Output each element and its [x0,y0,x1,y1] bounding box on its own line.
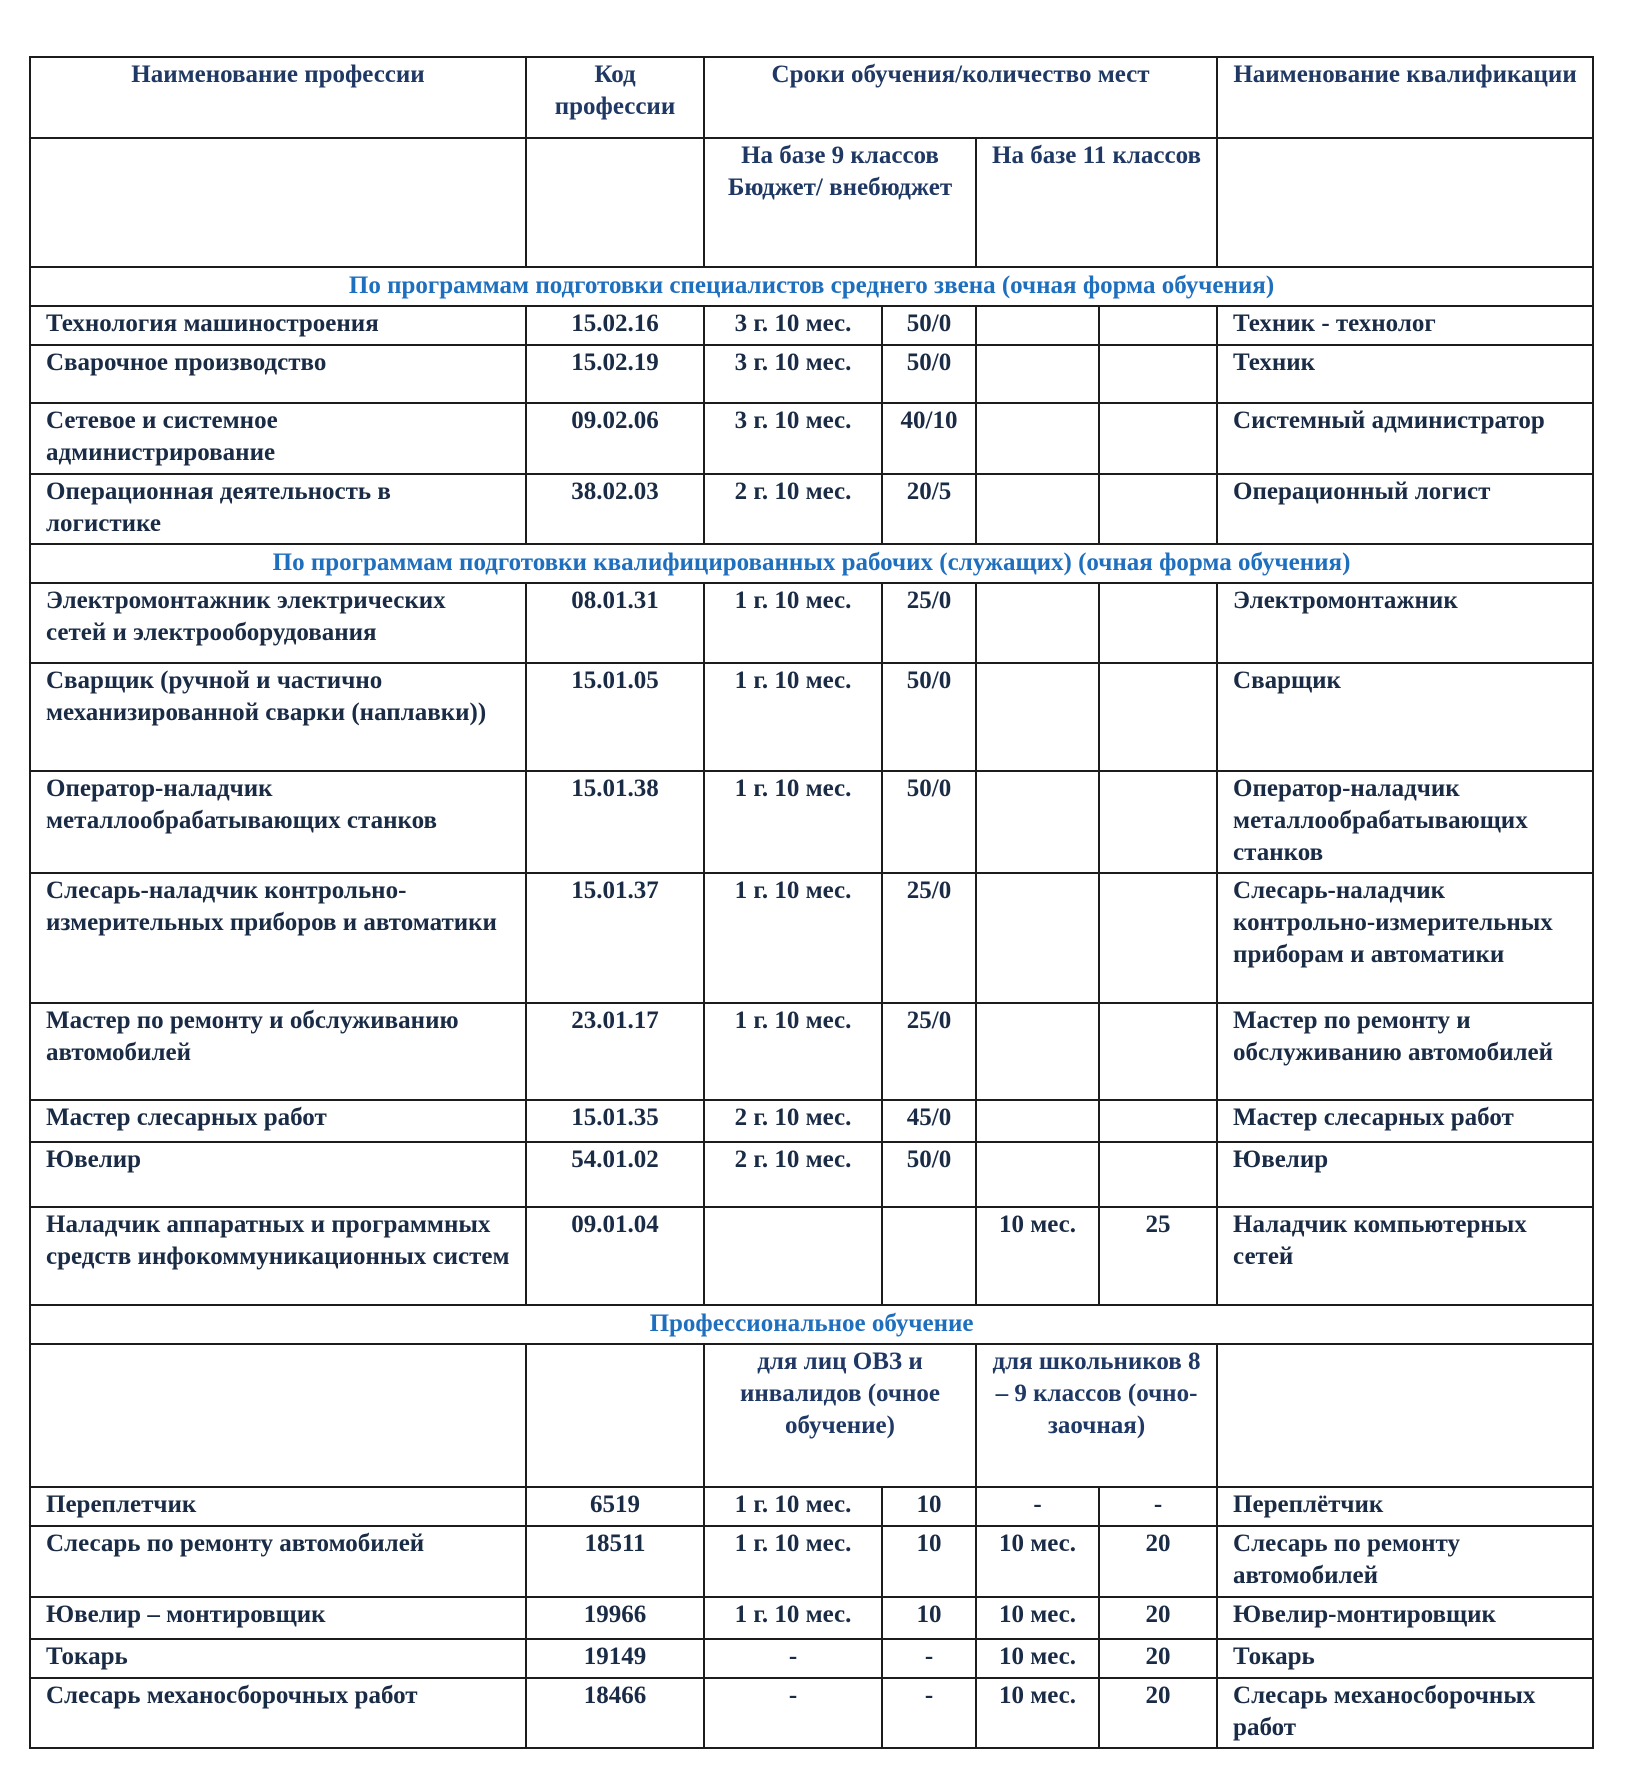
term-a: 1 г. 10 мес. [704,583,882,663]
qualification-name: Ювелир-монтировщик [1217,1597,1593,1639]
qualification-name: Операционный логист [1217,474,1593,544]
seats-a: 50/0 [882,1142,976,1207]
subheader-ovz: для лиц ОВЗ и инвалидов (очное обучение) [704,1344,976,1487]
seats-a: 25/0 [882,1003,976,1100]
seats-b [1099,583,1217,663]
seats-a: 25/0 [882,583,976,663]
profession-name: Слесарь механосборочных работ [30,1678,526,1748]
header-name: Наименование профессии [30,57,526,138]
profession-name: Ювелир [30,1142,526,1207]
term-a: - [704,1639,882,1678]
term-b: 10 мес. [976,1526,1099,1597]
seats-a: 50/0 [882,663,976,771]
section-title-row [30,267,1593,306]
header-code: Код профессии [526,57,704,138]
profession-name: Оператор-наладчик металлообрабатывающих станков [30,771,526,873]
seats-a: 40/10 [882,403,976,474]
seats-a: 50/0 [882,345,976,403]
term-b [976,583,1099,663]
table-row [30,1487,1593,1526]
qualification-name: Мастер по ремонту и обслуживанию автомобилей [1217,1003,1593,1100]
term-b [976,1142,1099,1207]
table-row [30,1207,1593,1305]
seats-b [1099,345,1217,403]
subheader-empty [1217,1344,1593,1487]
seats-a: 50/0 [882,306,976,345]
subheader-empty [30,1344,526,1487]
seats-a: 10 [882,1487,976,1526]
profession-name: Сварщик (ручной и частично механизированной сварки (наплавки)) [30,663,526,771]
term-b [976,771,1099,873]
seats-a: 20/5 [882,474,976,544]
seats-a: 25/0 [882,873,976,1003]
subheader-empty [30,138,526,267]
term-a: 3 г. 10 мес. [704,403,882,474]
table-row [30,474,1593,544]
seats-b [1099,474,1217,544]
term-b [976,1003,1099,1100]
seats-a [882,1207,976,1305]
profession-name: Токарь [30,1639,526,1678]
qualification-name: Мастер слесарных работ [1217,1100,1593,1142]
profession-code: 54.01.02 [526,1142,704,1207]
term-a [704,1207,882,1305]
qualification-name: Оператор-наладчик металлообрабатывающих станков [1217,771,1593,873]
seats-a: - [882,1678,976,1748]
header-row [30,57,1593,138]
term-a: 1 г. 10 мес. [704,771,882,873]
qualification-name: Слесарь-наладчик контрольно-измерительных приборам и автоматики [1217,873,1593,1003]
term-b: 10 мес. [976,1207,1099,1305]
profession-code: 15.01.05 [526,663,704,771]
profession-code: 18466 [526,1678,704,1748]
term-a: 1 г. 10 мес. [704,1526,882,1597]
qualification-name: Техник - технолог [1217,306,1593,345]
term-b: 10 мес. [976,1597,1099,1639]
profession-code: 19966 [526,1597,704,1639]
term-b [976,403,1099,474]
profession-code: 6519 [526,1487,704,1526]
qualification-name: Токарь [1217,1639,1593,1678]
term-a: 1 г. 10 мес. [704,873,882,1003]
profession-code: 15.01.37 [526,873,704,1003]
seats-b [1099,306,1217,345]
seats-a: 10 [882,1597,976,1639]
term-a: 2 г. 10 мес. [704,1142,882,1207]
programs-table [29,56,1594,1749]
seats-b: 20 [1099,1526,1217,1597]
table-row [30,306,1593,345]
term-b [976,873,1099,1003]
seats-b [1099,1003,1217,1100]
seats-b: - [1099,1487,1217,1526]
term-a: 1 г. 10 мес. [704,1003,882,1100]
section-title: По программам подготовки специалистов среднего звена (очная форма обучения) [30,267,1593,306]
section-title: Профессиональное обучение [30,1305,1593,1344]
profession-name: Операционная деятельность в логистике [30,474,526,544]
term-a: 2 г. 10 мес. [704,1100,882,1142]
seats-b [1099,873,1217,1003]
header-base11: На базе 11 классов [976,138,1217,267]
seats-a: 50/0 [882,771,976,873]
qualification-name: Техник [1217,345,1593,403]
term-a: 2 г. 10 мес. [704,474,882,544]
profession-name: Слесарь по ремонту автомобилей [30,1526,526,1597]
table-row [30,1678,1593,1748]
seats-b: 25 [1099,1207,1217,1305]
profession-code: 15.01.38 [526,771,704,873]
term-a: 1 г. 10 мес. [704,1487,882,1526]
seats-a: 45/0 [882,1100,976,1142]
table-row [30,873,1593,1003]
profession-name: Технология машиностроения [30,306,526,345]
subheader-empty [526,138,704,267]
table-row [30,1003,1593,1100]
seats-b: 20 [1099,1639,1217,1678]
table-row [30,663,1593,771]
table-row [30,1639,1593,1678]
qualification-name: Слесарь по ремонту автомобилей [1217,1526,1593,1597]
profession-name: Наладчик аппаратных и программных средств инфокоммуникационных систем [30,1207,526,1305]
header-qualification: Наименование квалификации [1217,57,1593,138]
section-title-row [30,1305,1593,1344]
table-row [30,1526,1593,1597]
subheader-empty [1217,138,1593,267]
section-title: По программам подготовки квалифицированных рабочих (служащих) (очная форма обучения) [30,544,1593,583]
profession-code: 19149 [526,1639,704,1678]
qualification-name: Наладчик компьютерных сетей [1217,1207,1593,1305]
table-row [30,345,1593,403]
term-b [976,345,1099,403]
seats-b: 20 [1099,1597,1217,1639]
term-a: - [704,1678,882,1748]
term-b [976,1100,1099,1142]
profession-code: 18511 [526,1526,704,1597]
profession-code: 15.02.16 [526,306,704,345]
profession-name: Ювелир – монтировщик [30,1597,526,1639]
term-a: 1 г. 10 мес. [704,663,882,771]
term-b: 10 мес. [976,1678,1099,1748]
table-row [30,771,1593,873]
qualification-name: Переплётчик [1217,1487,1593,1526]
term-b [976,474,1099,544]
seats-a: 10 [882,1526,976,1597]
subheader-row [30,138,1593,267]
table-row [30,1100,1593,1142]
header-base9: На базе 9 классов Бюджет/ внебюджет [704,138,976,267]
seats-b [1099,1100,1217,1142]
profession-name: Мастер слесарных работ [30,1100,526,1142]
table-row [30,583,1593,663]
term-b: - [976,1487,1099,1526]
term-b [976,663,1099,771]
profession-code: 15.01.35 [526,1100,704,1142]
profession-code: 38.02.03 [526,474,704,544]
seats-b [1099,403,1217,474]
qualification-name: Электромонтажник [1217,583,1593,663]
qualification-name: Системный администратор [1217,403,1593,474]
profession-code: 23.01.17 [526,1003,704,1100]
table-row [30,1597,1593,1639]
profession-code: 09.02.06 [526,403,704,474]
seats-b [1099,663,1217,771]
profession-code: 08.01.31 [526,583,704,663]
section-title-row [30,544,1593,583]
term-b: 10 мес. [976,1639,1099,1678]
seats-b [1099,1142,1217,1207]
qualification-name: Слесарь механосборочных работ [1217,1678,1593,1748]
seats-b: 20 [1099,1678,1217,1748]
qualification-name: Сварщик [1217,663,1593,771]
term-b [976,306,1099,345]
seats-b [1099,771,1217,873]
subheader-schoolchildren: для школьников 8 – 9 классов (очно-заочная) [976,1344,1217,1487]
table-row [30,1142,1593,1207]
term-a: 1 г. 10 мес. [704,1597,882,1639]
profession-code: 15.02.19 [526,345,704,403]
header-terms: Сроки обучения/количество мест [704,57,1217,138]
profession-name: Электромонтажник электрических сетей и электрооборудования [30,583,526,663]
term-a: 3 г. 10 мес. [704,345,882,403]
seats-a: - [882,1639,976,1678]
qualification-name: Ювелир [1217,1142,1593,1207]
table-row [30,403,1593,474]
profession-name: Слесарь-наладчик контрольно-измерительных приборов и автоматики [30,873,526,1003]
subheader-empty [526,1344,704,1487]
profession-name: Сетевое и системное администрирование [30,403,526,474]
term-a: 3 г. 10 мес. [704,306,882,345]
section-subheader-row [30,1344,1593,1487]
profession-name: Сварочное производство [30,345,526,403]
profession-code: 09.01.04 [526,1207,704,1305]
profession-name: Мастер по ремонту и обслуживанию автомобилей [30,1003,526,1100]
profession-name: Переплетчик [30,1487,526,1526]
